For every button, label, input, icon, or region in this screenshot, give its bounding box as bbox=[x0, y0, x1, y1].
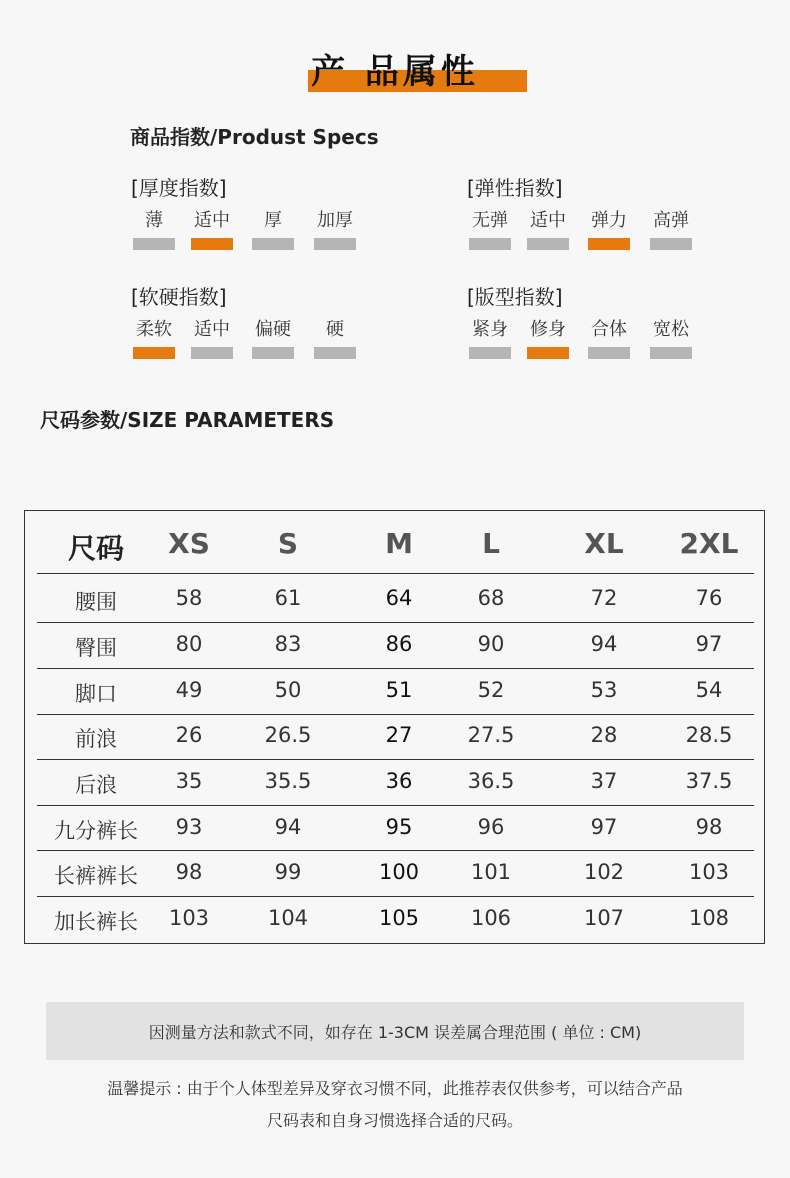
option-bar-selected bbox=[133, 347, 175, 359]
option-bar bbox=[133, 238, 175, 250]
row-label: 臀围 bbox=[75, 636, 117, 660]
header-cell: XS bbox=[168, 527, 210, 560]
table-cell: 105 bbox=[378, 906, 420, 930]
row-label: 脚口 bbox=[75, 682, 117, 706]
option-label: 偏硬 bbox=[255, 319, 291, 340]
option-bar bbox=[314, 347, 356, 359]
page-title: 产 品属性 bbox=[311, 52, 479, 92]
table-cell: 96 bbox=[477, 815, 505, 839]
option-label: 宽松 bbox=[653, 319, 689, 340]
group-title: [软硬指数] bbox=[131, 285, 227, 309]
header-cell: S bbox=[277, 527, 299, 560]
row-label: 后浪 bbox=[75, 773, 117, 797]
table-cell: 97 bbox=[590, 815, 618, 839]
table-cell: 90 bbox=[477, 632, 505, 656]
row-label: 加长裤长 bbox=[54, 910, 138, 934]
spec-group-thickness bbox=[131, 172, 391, 252]
row-divider bbox=[37, 622, 754, 623]
specs-heading: 商品指数/Produst Specs bbox=[130, 125, 379, 149]
group-title: [厚度指数] bbox=[131, 176, 227, 200]
option-bar-selected bbox=[191, 238, 233, 250]
option-bar bbox=[252, 347, 294, 359]
option-label: 硬 bbox=[326, 319, 344, 340]
group-title: [版型指数] bbox=[467, 285, 563, 309]
row-label: 九分裤长 bbox=[54, 819, 138, 843]
option-bar bbox=[314, 238, 356, 250]
option-bar bbox=[588, 347, 630, 359]
option-label: 紧身 bbox=[472, 319, 508, 340]
option-bar bbox=[191, 347, 233, 359]
option-bar bbox=[527, 238, 569, 250]
table-cell: 76 bbox=[695, 586, 723, 610]
option-label: 薄 bbox=[145, 210, 163, 231]
row-label: 前浪 bbox=[75, 727, 117, 751]
table-cell: 35 bbox=[175, 769, 203, 793]
option-label: 适中 bbox=[530, 210, 566, 231]
table-cell: 80 bbox=[175, 632, 203, 656]
table-cell: 93 bbox=[175, 815, 203, 839]
header-cell: XL bbox=[584, 527, 624, 560]
tip-line-1: 温馨提示 : 由于个人体型差异及穿衣习惯不同，此推荐表仅供参考，可以结合产品 bbox=[107, 1079, 683, 1098]
option-label: 弹力 bbox=[591, 210, 627, 231]
table-cell: 86 bbox=[385, 632, 413, 656]
row-divider bbox=[37, 668, 754, 669]
table-cell: 94 bbox=[590, 632, 618, 656]
table-cell: 94 bbox=[274, 815, 302, 839]
table-cell: 101 bbox=[470, 860, 512, 884]
row-divider bbox=[37, 759, 754, 760]
table-cell: 26 bbox=[175, 723, 203, 747]
table-cell: 103 bbox=[688, 860, 730, 884]
option-bar bbox=[650, 347, 692, 359]
option-bar bbox=[469, 238, 511, 250]
table-cell: 98 bbox=[695, 815, 723, 839]
table-cell: 52 bbox=[477, 678, 505, 702]
option-bar bbox=[650, 238, 692, 250]
row-divider bbox=[37, 850, 754, 851]
table-cell: 61 bbox=[274, 586, 302, 610]
row-divider bbox=[37, 805, 754, 806]
table-cell: 68 bbox=[477, 586, 505, 610]
table-cell: 102 bbox=[583, 860, 625, 884]
row-divider bbox=[37, 896, 754, 897]
table-cell: 26.5 bbox=[264, 723, 312, 747]
row-divider bbox=[37, 714, 754, 715]
spec-group-softness bbox=[131, 281, 391, 361]
option-bar bbox=[469, 347, 511, 359]
option-label: 修身 bbox=[530, 319, 566, 340]
table-cell: 100 bbox=[378, 860, 420, 884]
table-cell: 106 bbox=[470, 906, 512, 930]
option-label: 厚 bbox=[264, 210, 282, 231]
measurement-note-box bbox=[46, 1002, 744, 1060]
table-cell: 35.5 bbox=[264, 769, 312, 793]
table-cell: 95 bbox=[385, 815, 413, 839]
table-cell: 53 bbox=[590, 678, 618, 702]
option-bar-selected bbox=[588, 238, 630, 250]
option-label: 适中 bbox=[194, 319, 230, 340]
tip-line-2: 尺码表和自身习惯选择合适的尺码。 bbox=[266, 1111, 523, 1130]
size-table bbox=[24, 510, 765, 944]
header-cell: L bbox=[482, 527, 500, 560]
spec-group-elasticity bbox=[467, 172, 727, 252]
table-cell: 54 bbox=[695, 678, 723, 702]
size-heading: 尺码参数/SIZE PARAMETERS bbox=[40, 408, 335, 432]
table-cell: 37 bbox=[590, 769, 618, 793]
table-cell: 72 bbox=[590, 586, 618, 610]
option-label: 合体 bbox=[591, 319, 627, 340]
table-cell: 64 bbox=[385, 586, 413, 610]
table-cell: 51 bbox=[385, 678, 413, 702]
table-cell: 97 bbox=[695, 632, 723, 656]
spec-group-fit bbox=[467, 281, 727, 361]
option-bar-selected bbox=[527, 347, 569, 359]
table-cell: 103 bbox=[168, 906, 210, 930]
table-cell: 58 bbox=[175, 586, 203, 610]
option-label: 无弹 bbox=[472, 210, 508, 231]
header-cell: 2XL bbox=[679, 527, 739, 560]
row-divider bbox=[37, 573, 754, 574]
option-label: 高弹 bbox=[653, 210, 689, 231]
option-label: 加厚 bbox=[317, 210, 353, 231]
header-cell-size: 尺码 bbox=[67, 532, 125, 565]
table-cell: 49 bbox=[175, 678, 203, 702]
table-cell: 108 bbox=[688, 906, 730, 930]
table-cell: 28 bbox=[590, 723, 618, 747]
table-cell: 50 bbox=[274, 678, 302, 702]
table-cell: 83 bbox=[274, 632, 302, 656]
option-bar bbox=[252, 238, 294, 250]
row-label: 腰围 bbox=[75, 590, 117, 614]
table-cell: 36 bbox=[385, 769, 413, 793]
table-cell: 37.5 bbox=[685, 769, 733, 793]
table-cell: 27.5 bbox=[467, 723, 515, 747]
table-cell: 104 bbox=[267, 906, 309, 930]
measurement-note: 因测量方法和款式不同，如存在 1-3CM 误差属合理范围 ( 单位 : CM) bbox=[148, 1023, 642, 1042]
option-label: 柔软 bbox=[136, 319, 172, 340]
table-cell: 98 bbox=[175, 860, 203, 884]
table-cell: 28.5 bbox=[685, 723, 733, 747]
header-cell: M bbox=[385, 527, 413, 560]
table-cell: 27 bbox=[385, 723, 413, 747]
table-cell: 36.5 bbox=[467, 769, 515, 793]
group-title: [弹性指数] bbox=[467, 176, 563, 200]
table-cell: 99 bbox=[274, 860, 302, 884]
table-cell: 107 bbox=[583, 906, 625, 930]
row-label: 长裤裤长 bbox=[54, 864, 138, 888]
option-label: 适中 bbox=[194, 210, 230, 231]
title-section bbox=[0, 38, 790, 100]
